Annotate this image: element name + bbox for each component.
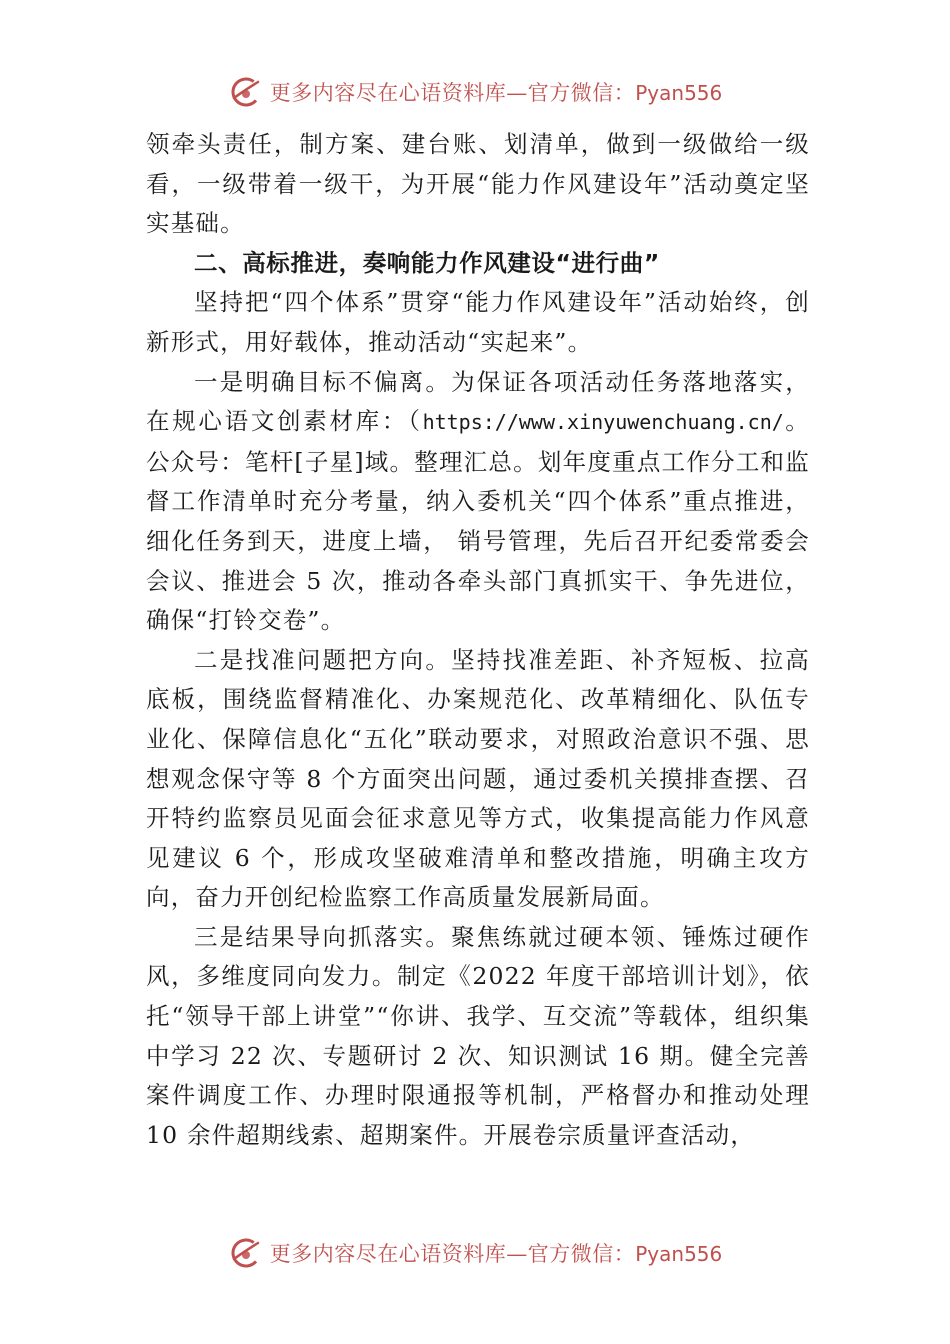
document-body <box>146 125 810 1155</box>
watermark-text: 更多内容尽在心语资料库—官方微信：Pyan556 <box>269 81 723 105</box>
paragraph-results: 三是结果导向抓落实。聚焦练就过硬本领、锤炼过硬作风，多维度同向发力。制定《2022 年度干部培训计划》，依托“领导干部上讲堂”“你讲、我学、互交流”等载体，组织集中学习 22 次、专题研讨 2 次、知识测试 16 期。健全完善案件调度工作、办理时限通报等机制，严格督办和推动处理 10 余件超期线索、超期案件。开展卷宗质量评查活动， <box>146 922 810 1149</box>
paragraph-intro: 坚持把“四个体系”贯穿“能力作风建设年”活动始终，创新形式，用好载体，推动活动“实起来”。 <box>146 288 810 356</box>
paragraph-problems: 二是找准问题把方向。坚持找准差距、补齐短板、拉高底板，围绕监督精准化、办案规范化、改革精细化、队伍专业化、保障信息化“五化”联动要求，对照政治意识不强、思想观念保守等 8 个方面突出问题，通过委机关摸排查摆、召开特约监察员见面会征求意见等方式，收集提高能力作风意见建议 6 个，形成攻坚破难清单和整改措施，明确主攻方向，奋力开创纪检监察工作高质量发展新局面。 <box>146 645 810 912</box>
paragraph-continuation: 领牵头责任，制方案、建台账、划清单，做到一级做给一级看，一级带着一级干，为开展“能力作风建设年”活动奠定坚实基础。 <box>146 130 810 238</box>
paragraph-goal: 一是明确目标不偏离。为保证各项活动任务落地落实，在规心语文创素材库：（https://www.xinyuwenchuang.cn/。公众号：笔杆[子星]域。整理汇总。划年度重点工作分工和监督工作清单时充分考量，纳入委机关“四个体系”重点推进，细化任务到天，进度上墙， 销号管理，先后召开纪委常委会会议、推进会 5 次，推动各牵头部门真抓实干、争先进位，确保“打铃交卷”。 <box>146 367 811 635</box>
header-watermark-banner <box>0 70 950 114</box>
footer-watermark-banner <box>0 1231 950 1275</box>
watermark-text: 更多内容尽在心语资料库—官方微信：Pyan556 <box>269 1242 723 1266</box>
brush-logo-icon <box>228 1235 264 1271</box>
brush-logo-icon <box>228 74 264 110</box>
source-url: https://www.xinyuwenchuang.cn/ <box>422 410 784 435</box>
section-heading: 二、高标推进，奏响能力作风建设“进行曲” <box>194 248 660 277</box>
